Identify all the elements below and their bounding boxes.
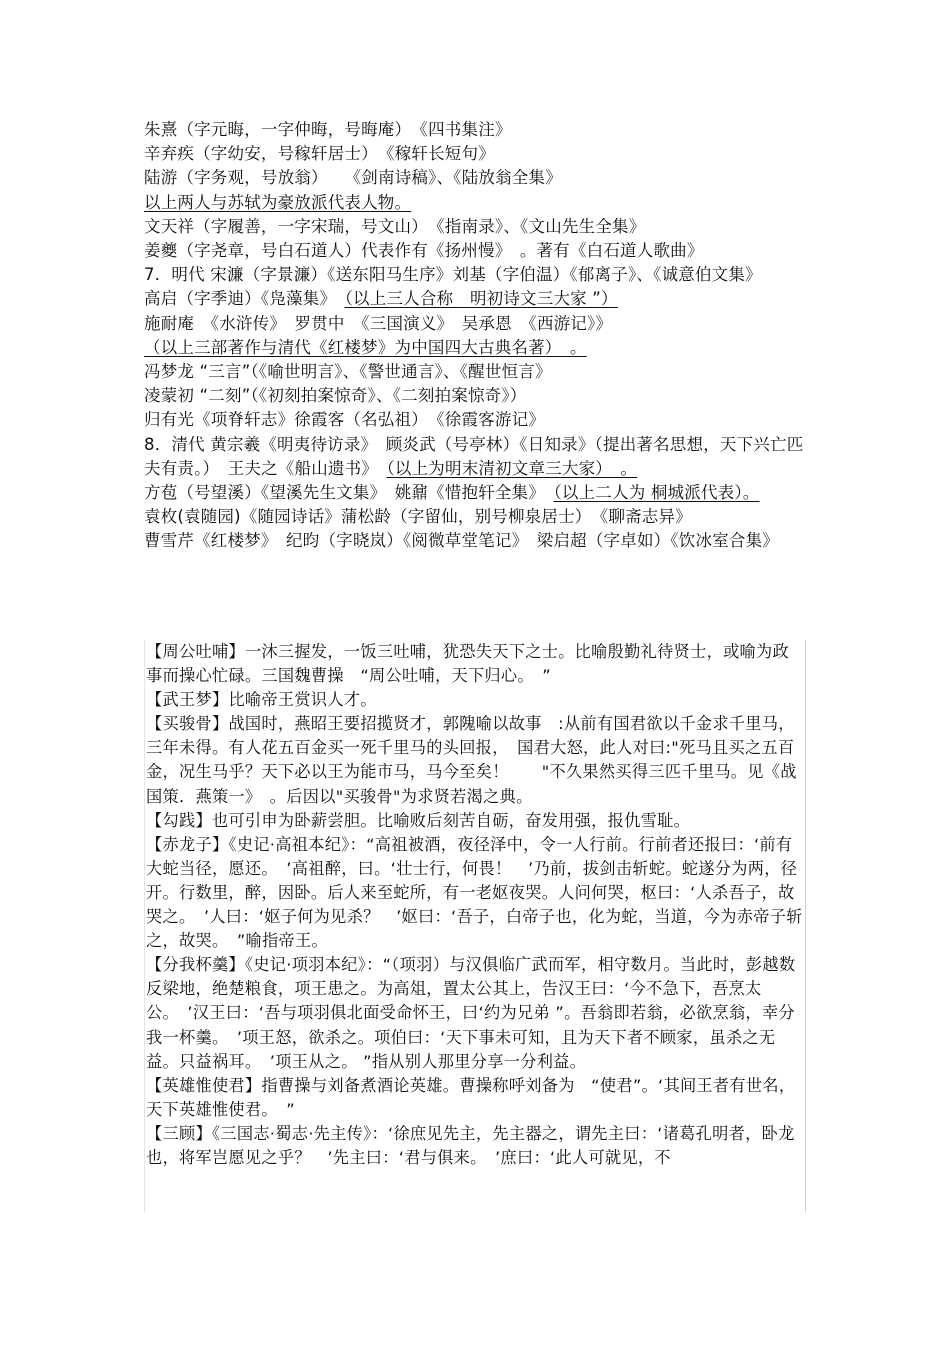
idiom-text: 一沐三握发，一饭三吐哺，犹恐失天下之士。比喻殷勤礼待贤士，或喻为政事而操心忙碌。三国魏曹操 “周公吐哺，天下归心。 ” — [146, 642, 790, 686]
author-line: 朱熹（字元晦，一字仲晦，号晦庵） 《四书集注》 — [144, 120, 512, 139]
idiom-term: 【周公吐哺】 — [146, 642, 245, 661]
note-line — [144, 191, 810, 215]
author-text: 高启（字季迪）《凫藻集》 — [144, 289, 328, 309]
underlined-note: 以上两人与苏轼为豪放派代表人物。 — [144, 192, 412, 212]
idiom-text: 比喻帝王赏识人才。 — [228, 690, 377, 710]
author-line: 辛弃疾（字幼安，号稼轩居士） 《稼轩长短句》 — [144, 144, 495, 164]
author-line: 归有光《项脊轩志》徐霞客（名弘祖） 《徐霞客游记》 — [144, 410, 545, 430]
idiom-text: 《史记·项羽本纪》：“（项羽）与汉俱临广武而军，相守数月。当此时，彭越数反梁地，绝楚粮食，项王患之。为高俎，置太公其上，告汉王曰：‘今不急下，吾烹太公。 ’汉王曰：‘吾与项羽俱北面受命怀王，曰‘约为兄弟 ”。吾翁即若翁，必欲烹翁，幸分我一杯羹。 ’项王怒，欲杀之。项伯曰：‘天下事未可知，且为天下者不顾家，虽杀之无益。只益祸耳。 ’项王从之。 ”指从别人那里分享一分利益。 — [146, 955, 796, 1071]
dynasty-heading-ming: 7．明代 宋濂（字景濂）《送东阳马生序》刘基（字伯温）《郁离子》、《诚意伯文集》 — [144, 265, 762, 285]
idiom-entry — [145, 953, 805, 1073]
idiom-term: 【买骏骨】 — [146, 714, 229, 734]
author-line: 施耐庵 《水浒传》 罗贯中 《三国演义》 吴承恩 《西游记》》 — [144, 313, 613, 333]
idiom-entry — [145, 640, 805, 688]
author-line — [144, 287, 810, 311]
author-text: 8．清代 黄宗羲《明夷待访录》 顾炎武（号亭林）《日知录》（提出著名思想，天下兴亡匹夫有责。） 王夫之《船山遗书》 — [144, 434, 804, 478]
note-line — [144, 336, 810, 360]
idiom-text: 也可引申为卧薪尝胆。比喻败后刻苦自砺，奋发用强，报仇雪耻。 — [211, 810, 691, 830]
idiom-term: 【英雄惟使君】 — [146, 1075, 262, 1095]
idiom-entry — [145, 833, 805, 953]
underlined-note: （以上二人为 桐城派代表）。 — [553, 483, 760, 503]
idiom-term: 【分我杯羹】 — [146, 955, 245, 975]
underlined-note: （以上为明末清初文章三大家） 。 — [386, 458, 638, 478]
idiom-text: 《三国志·蜀志·先主传》：‘徐庶见先主，先主器之，谓先主曰：‘诸葛孔明者，卧龙也，将军岂愿见之乎？ ’先主曰：‘君与俱来。 ’庶曰：‘此人可就见，不 — [146, 1123, 795, 1167]
author-line: 姜夔（字尧章，号白石道人）代表作有《扬州慢》 。著有《白石道人歌曲》 — [144, 241, 704, 261]
idiom-entry — [145, 809, 805, 833]
idiom-entry — [145, 688, 805, 712]
author-line: 袁枚(袁随园)《随园诗话》蒲松龄（字留仙，别号柳泉居士） 《聊斋志异》 — [144, 507, 692, 527]
idiom-text: 《史记·高祖本纪》：“高祖被酒，夜径泽中，令一人行前。行前者还报曰：‘前有大蛇当径，愿还。 ’高祖醉，曰。‘壮士行，何畏！ ’乃前，拔剑击斩蛇。蛇遂分为两，径开。行数里，醉，因卧。后人来至蛇所，有一老妪夜哭。人问何哭，枢曰：‘人杀吾子，故哭之。 ’人曰：‘妪子何为见杀？ ’妪曰：‘吾子，白帝子也，化为蛇，当道，今为赤帝子斩之，故哭。 ”喻指帝王。 — [146, 834, 803, 951]
underlined-note: （以上三人合称 明初诗文三大家 ”） — [344, 289, 618, 309]
idiom-entry — [145, 712, 805, 808]
author-line: 曹雪芹《红楼梦》 纪昀（字晓岚）《阅微草堂笔记》 梁启超（字卓如）《饮冰室合集》 — [144, 531, 779, 551]
idiom-text: 指曹操与刘备煮酒论英雄。曹操称呼刘备为 “使君”。‘其间王者有世名，天下英雄惟使君。 ” — [146, 1075, 796, 1119]
author-line: 凌蒙初 “二刻”（《初刻拍案惊奇》、《二刻拍案惊奇》） — [144, 386, 527, 406]
idiom-term: 【赤龙子】 — [146, 834, 229, 854]
underlined-note: （以上三部著作与清代《红楼梦》为中国四大古典名著） 。 — [144, 337, 587, 357]
idiom-list — [144, 640, 806, 1212]
idiom-text: 战国时，燕昭王要招揽贤才，郭隗喻以故事 :从前有国君欲以千金求千里马，三年未得。有人花五百金买一死千里马的头回报， 国君大怒，此人对曰:"死马且买之五百金，况生马乎？天下必以王为能市马，马今至矣！ "不久果然买得三匹千里马。见《战国策．燕策一》 。后因以"买骏骨"为求贤若渴之典。 — [146, 714, 797, 806]
dynasty-heading-qing — [144, 433, 810, 481]
idiom-term: 【勾践】 — [146, 810, 212, 830]
idiom-entry — [145, 1074, 805, 1122]
author-text: 方苞（号望溪）《望溪先生文集》 姚鼐《惜抱轩全集》 — [144, 483, 537, 503]
author-line — [144, 481, 810, 505]
idiom-term: 【武王梦】 — [146, 690, 229, 710]
idiom-entry — [145, 1122, 805, 1170]
idiom-term: 【三顾】 — [146, 1123, 212, 1143]
author-list — [144, 118, 810, 554]
author-line: 陆游（字务观，号放翁） 《剑南诗稿》、《陆放翁全集》 — [144, 168, 562, 188]
author-line: 文天祥（字履善，一字宋瑞，号文山） 《指南录》、《文山先生全集》 — [144, 216, 646, 236]
author-line: 冯梦龙 “三言”（《喻世明言》、《警世通言》、《醒世恒言》 — [144, 362, 552, 382]
